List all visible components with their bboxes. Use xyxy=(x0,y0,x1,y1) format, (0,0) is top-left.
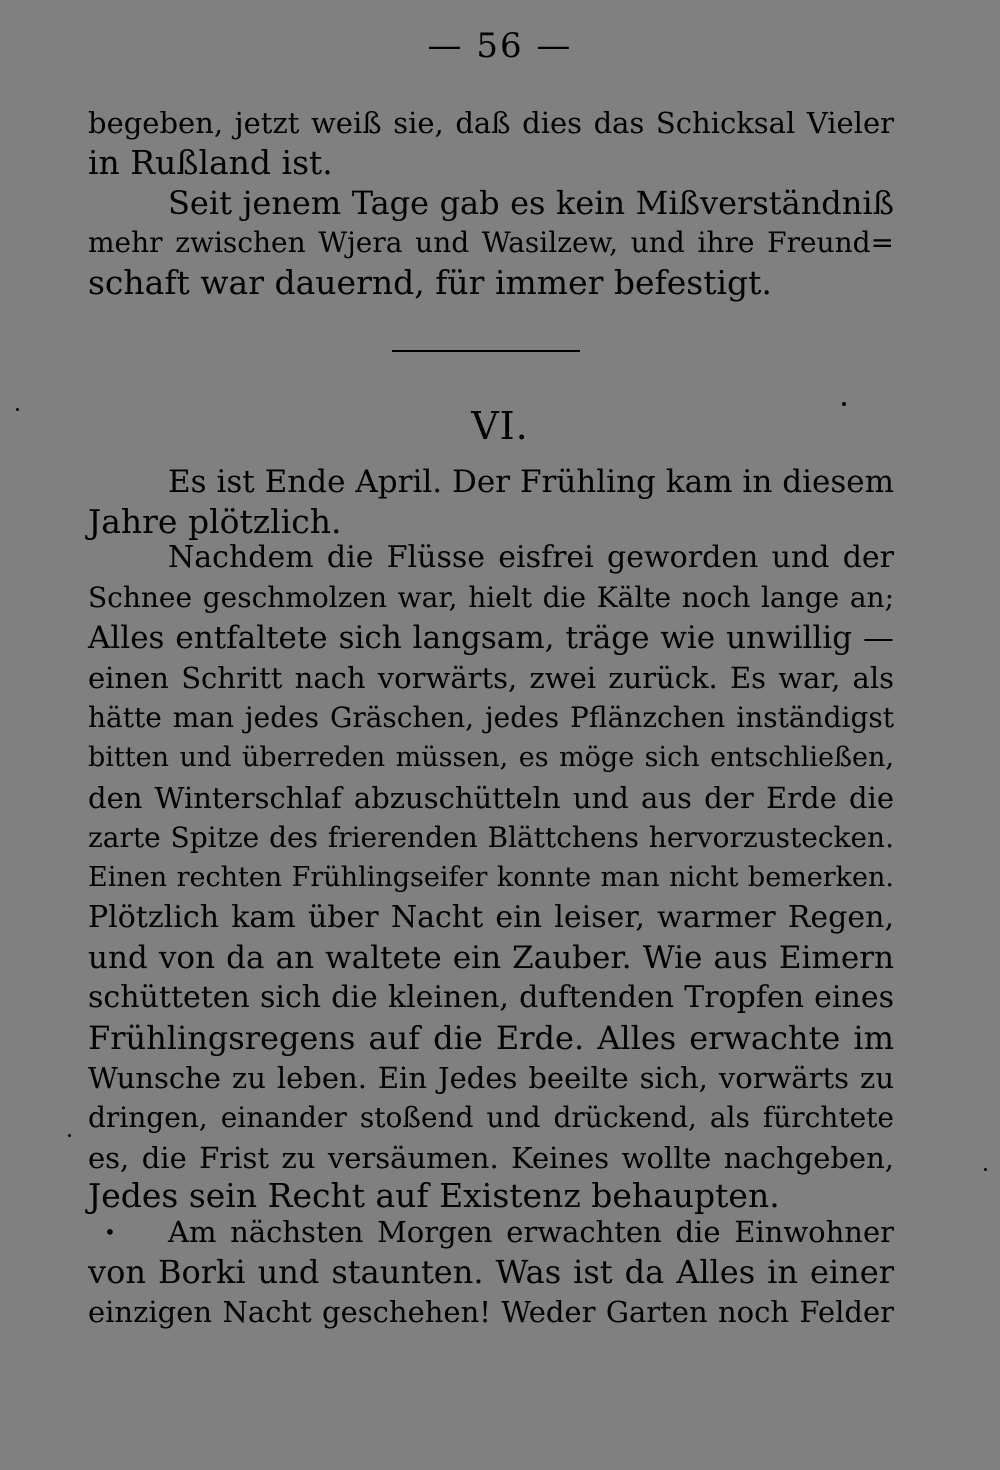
chapter-heading: VI. xyxy=(471,404,529,448)
print-speck xyxy=(16,408,19,411)
text-line: es, die Frist zu versäumen. Keines wollte nachgeben, xyxy=(88,1141,894,1175)
section-separator xyxy=(392,350,580,352)
text-line: schütteten sich die kleinen, duftenden Tropfen eines xyxy=(88,980,894,1015)
text-line: Nachdem die Flüsse eisfrei geworden und der xyxy=(168,540,894,575)
text-line: in Rußland ist. xyxy=(88,143,333,182)
text-line: Es ist Ende April. Der Frühling kam in diesem xyxy=(168,464,894,500)
text-line: Jahre plötzlich. xyxy=(88,502,342,541)
page-number: — 56 — xyxy=(427,26,573,66)
text-line: bitten und überreden müssen, es möge sich entschließen, xyxy=(88,742,894,773)
text-line: und von da an waltete ein Zauber. Wie aus Eimern xyxy=(88,940,894,976)
text-line: den Winterschlaf abzuschütteln und aus der Erde die xyxy=(88,781,894,815)
text-line: einen Schritt nach vorwärts, zwei zurück. Es war, als xyxy=(88,661,894,695)
text-line: einzigen Nacht geschehen! Weder Garten noch Felder xyxy=(88,1295,894,1329)
text-line: hätte man jedes Gräschen, jedes Pflänzchen inständigst xyxy=(88,701,894,734)
text-line: schaft war dauernd, für immer befestigt. xyxy=(88,263,772,302)
text-line: Schnee geschmolzen war, hielt die Kälte noch lange an; xyxy=(88,581,894,614)
text-line: Jedes sein Recht auf Existenz behaupten. xyxy=(88,1176,780,1215)
text-line: Plötzlich kam über Nacht ein leiser, warmer Regen, xyxy=(88,900,894,935)
bullet-mark: • xyxy=(104,1220,116,1244)
text-line: Am nächsten Morgen erwachten die Einwohner xyxy=(168,1215,894,1249)
text-line: Frühlingsregens auf die Erde. Alles erwachte im xyxy=(88,1019,894,1057)
text-line: dringen, einander stoßend und drückend, als fürchtete xyxy=(88,1101,894,1134)
print-speck xyxy=(984,1168,987,1171)
text-line: zarte Spitze des frierenden Blättchens hervorzustecken. xyxy=(88,821,894,854)
text-line: mehr zwischen Wjera und Wasilzew, und ihre Freund= xyxy=(88,226,894,259)
text-line: begeben, jetzt weiß sie, daß dies das Schicksal Vieler xyxy=(88,106,894,140)
text-line: Einen rechten Frühlingseifer konnte man nicht bemerken. xyxy=(88,862,894,893)
text-line: Wunsche zu leben. Ein Jedes beeilte sich, vorwärts zu xyxy=(88,1061,894,1095)
text-line: Alles entfaltete sich langsam, träge wie unwillig — xyxy=(88,620,894,656)
print-speck xyxy=(842,402,846,406)
text-line: von Borki und staunten. Was ist da Alles in einer xyxy=(88,1253,894,1291)
text-line: Seit jenem Tage gab es kein Mißverständniß xyxy=(168,184,894,222)
print-speck xyxy=(68,1134,71,1137)
